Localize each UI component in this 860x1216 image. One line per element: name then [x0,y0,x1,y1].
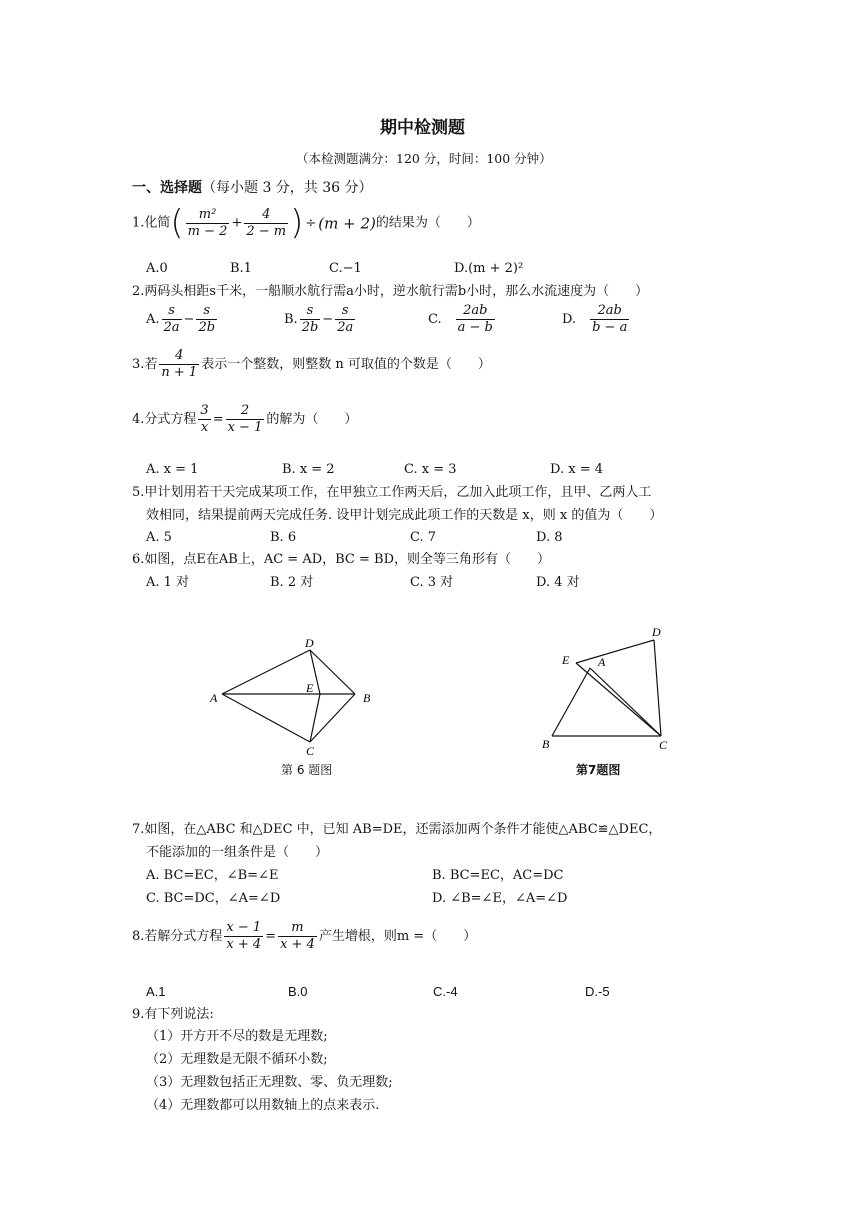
q2b-f2-den: 2a [337,320,354,336]
q1-prefix: 1.化简 [132,215,171,231]
q2c-num: 2ab [456,303,495,320]
q9-item-1: （1）开方开不尽的数是无理数; [146,1029,328,1044]
q7-option-c: C. BC=DC，∠A=∠D [146,891,281,906]
q3-suffix: 表示一个整数，则整数 n 可取值的个数是（ ） [201,356,491,372]
q2d-den: b − a [592,320,628,336]
q6-option-a: A. 1 对 [146,575,190,590]
q1-div: ÷ [305,215,317,231]
q6-option-b: B. 2 对 [270,575,314,590]
q4-eq: = [212,411,224,427]
q2a-f2-den: 2b [198,320,216,336]
q8-r-num: m [278,920,317,937]
fig6-label-c: C [306,744,315,755]
q1-fraction-2 [244,207,288,241]
question-6: 6.如图，点E在AB上，AC = AD，BC = BD，则全等三角形有（ ） [132,552,551,567]
fig6-label-d: D [305,636,314,650]
q8-option-d: D.-5 [585,984,610,999]
fig7-edge-ec [576,663,661,736]
q2d-frac [590,303,629,337]
q3-fraction [159,348,199,382]
q2a-f1-den: 2a [163,320,180,336]
q2a-frac-1 [162,303,182,337]
q5-option-c: C. 7 [410,530,437,545]
q5-option-d: D. 8 [536,530,563,545]
q8-lhs [224,920,263,954]
question-1 [132,203,480,244]
q2b-f1-num: s [300,303,321,320]
q4-r-den: x − 1 [227,420,263,436]
fig7-label-d: D [652,625,661,639]
page-subtitle: （本检测题满分：120 分，时间：100 分钟） [296,151,552,166]
fig6-edge-db [310,650,355,694]
q8-l-den: x + 4 [226,937,262,953]
fig7-label-a: A [598,655,606,669]
q1-frac2-numerator: 4 [244,207,288,224]
q8-eq: = [265,928,277,944]
q2c-den: a − b [457,320,493,336]
figure-6-caption: 第 6 题图 [281,763,333,777]
q2c-frac [456,303,495,337]
q2a-frac-2 [196,303,217,337]
question-2: 2.两码头相距s千米，一船顺水航行需a小时，逆水航行需b小时，那么水流速度为（ ） [132,284,649,299]
q1-option-b: B.1 [230,261,252,276]
q4-r-num: 2 [226,403,265,420]
fig7-edge-ac [590,668,661,736]
fig7-edge-dc [654,640,661,736]
section-title: 一、选择题 [132,180,202,196]
question-7-line-2: 不能添加的一组条件是（ ） [146,845,329,860]
q8-rhs [278,920,317,954]
q8-suffix: 产生增根，则m =（ ） [318,928,477,944]
q4-option-c: C. x = 3 [404,462,457,477]
q7-option-a: A. BC=EC，∠B=∠E [146,868,279,883]
q2-option-a [146,303,219,337]
fig6-edge-ca [222,694,310,742]
section-note: （每小题 3 分，共 36 分） [202,180,373,196]
question-4 [132,403,357,437]
q7-option-d: D. ∠B=∠E，∠A=∠D [432,891,568,906]
q8-r-den: x + 4 [280,937,315,953]
q9-item-3: （3）无理数包括正无理数、零、负无理数; [146,1075,393,1090]
q4-option-b: B. x = 2 [282,462,335,477]
q6-option-c: C. 3 对 [410,575,454,590]
fig7-label-e: E [562,653,570,667]
q2b-f1-den: 2b [301,320,319,336]
q3-prefix: 3.若 [132,356,158,372]
q8-l-num: x − 1 [224,920,263,937]
q2b-op: − [322,311,334,327]
fig6-label-e: E [306,681,314,695]
q1-option-d: D.(m + 2)² [454,261,524,276]
q4-l-num: 3 [198,403,210,420]
q1-plus: + [231,215,243,231]
q3-den: n + 1 [161,365,198,381]
q4-option-a: A. x = 1 [146,462,199,477]
q4-option-d: D. x = 4 [550,462,603,477]
q2-option-d [562,303,631,337]
q1-frac1-denominator: m − 2 [187,223,228,239]
figure-7-caption: 第7题图 [576,763,621,777]
q8-option-c: C.-4 [433,984,458,999]
q3-num: 4 [159,348,199,365]
q2a-label: A. [146,311,160,327]
question-9: 9.有下列说法: [132,1007,214,1022]
question-3 [132,348,491,382]
figure-7 [538,622,678,750]
fig7-edge-ba [552,668,590,736]
q1-option-a: A.0 [146,261,168,276]
fig6-edge-ec [310,694,320,742]
q4-lhs [198,403,210,437]
q1-fraction-1 [186,207,230,241]
q2a-f2-num: s [196,303,217,320]
fig6-edge-bc [310,694,355,742]
fig6-edge-ad [222,650,310,694]
fig6-label-a: A [210,691,218,705]
q4-prefix: 4.分式方程 [132,411,197,427]
q2b-frac-1 [300,303,321,337]
q9-item-2: （2）无理数是无限不循环小数; [146,1052,328,1067]
q1-suffix: 的结果为（ ） [375,215,480,231]
q5-option-b: B. 6 [270,530,297,545]
q4-l-den: x [200,420,209,436]
q4-rhs [226,403,265,437]
q7-option-b: B. BC=EC，AC=DC [432,868,564,883]
q8-prefix: 8.若解分式方程 [132,928,223,944]
q2-option-c [428,303,497,337]
question-7-line-1: 7.如图，在△ABC 和△DEC 中，已知 AB=DE，还需添加两个条件才能使△ABC≌△DEC， [132,822,662,837]
fig7-label-c: C [659,738,668,750]
q2a-f1-num: s [162,303,182,320]
question-8 [132,920,476,954]
q2b-frac-2 [335,303,355,337]
figure-6 [200,630,390,755]
left-paren: ( [170,203,184,243]
q8-option-a: A.1 [146,984,166,999]
right-paren: ) [290,203,304,243]
section-heading [132,180,373,197]
q8-option-b: B.0 [288,984,308,999]
q2d-label: D. [562,311,577,327]
fig7-edge-ed [576,640,654,663]
q5-option-a: A. 5 [146,530,172,545]
fig6-label-b: B [363,691,371,705]
q4-suffix: 的解为（ ） [266,411,358,427]
q1-frac2-denominator: 2 − m [246,223,287,239]
question-5-line-1: 5.甲计划用若干天完成某项工作，在甲独立工作两天后，乙加入此项工作，且甲、乙两人工 [132,485,652,500]
q2b-label: B. [284,311,298,327]
q9-item-4: （4）无理数都可以用数轴上的点来表示. [146,1098,380,1113]
fig7-label-b: B [542,737,550,750]
q2d-num: 2ab [590,303,629,320]
page-title: 期中检测题 [380,118,465,138]
q2-option-b [284,303,357,337]
q6-option-d: D. 4 对 [536,575,580,590]
question-5-line-2: 效相同，结果提前两天完成任务. 设甲计划完成此项工作的天数是 x，则 x 的值为（ ） [146,508,663,523]
q2b-f2-num: s [335,303,355,320]
q2c-label: C. [428,311,442,327]
q1-frac1-numerator: m² [186,207,230,224]
q2a-op: − [183,311,195,327]
q1-multiplier: (m + 2) [318,214,376,233]
q1-option-c: C.−1 [329,261,362,276]
